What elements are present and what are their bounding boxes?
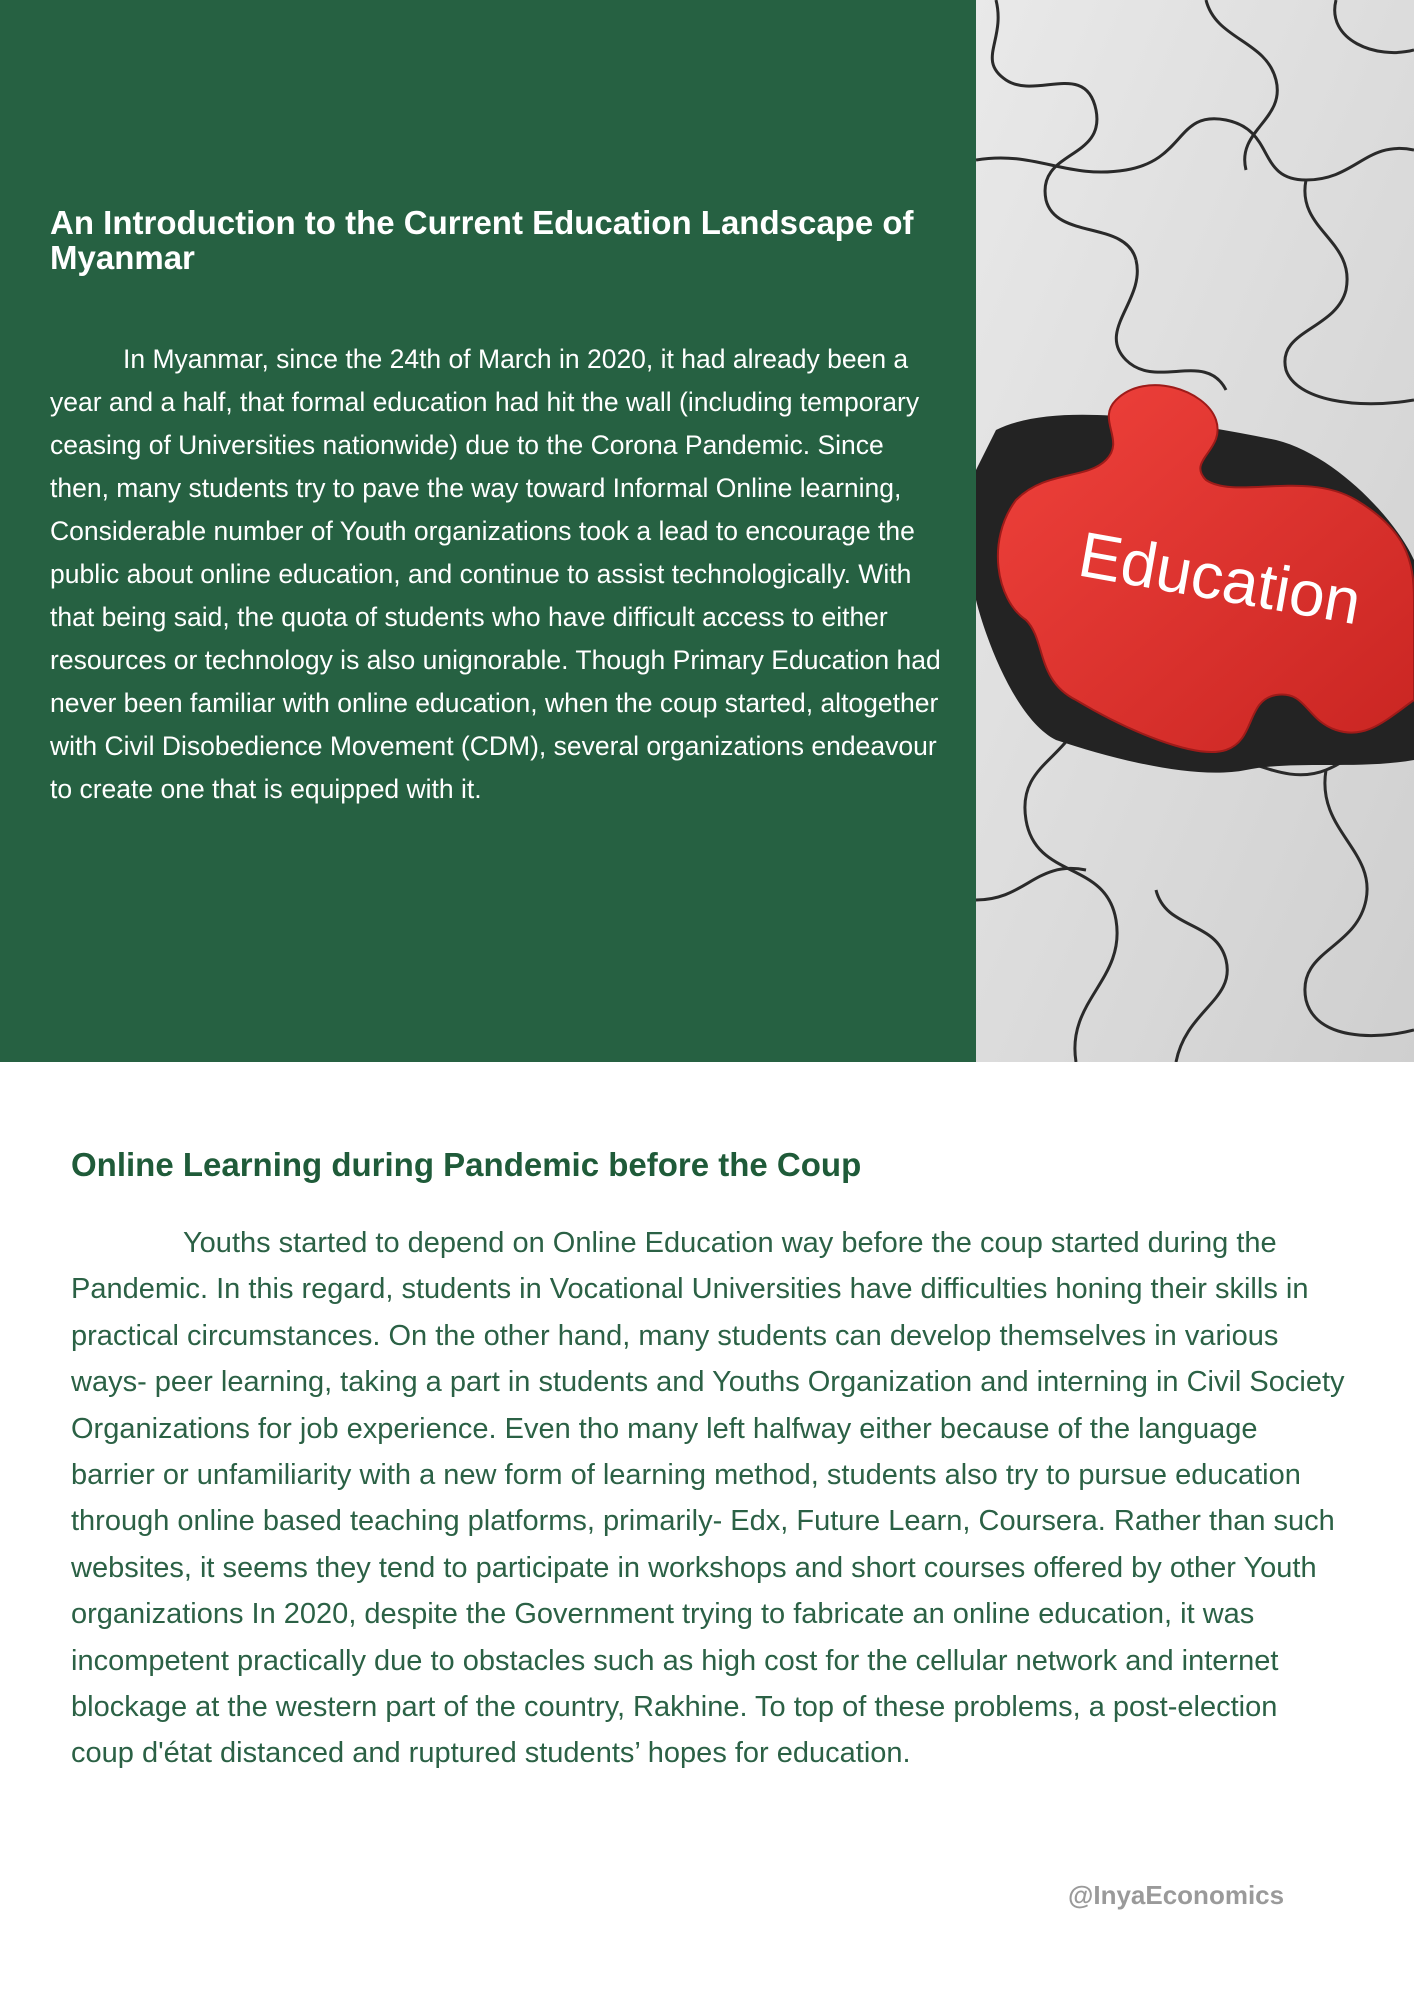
education-puzzle-image [976,0,1414,1062]
intro-paragraph: In Myanmar, since the 24th of March in 2020, it had already been a year and a half, that formal education had hit the wall (including temporary ceasing of Universities nationwide) due to the Corona Pandemic. Since then, many students try to pave the way toward Informal Online learning, Considerable number of Youth organizations took a lead to encourage the public about online education, and continue to assist technologically. With that being said, the quota of students who have difficult access to either resources or technology is also unignorable. Though Primary Education had never been familiar with online education, when the coup started, altogether with Civil Disobedience Movement (CDM), several organizations endeavour to create one that is equipped with it. [50,344,941,804]
section-paragraph: Youths started to depend on Online Education way before the coup started during the Pandemic. In this regard, students in Vocational Universities have difficulties honing their skills in practical circumstances. On the other hand, many students can develop themselves in various ways- peer learning, taking a part in students and Youths Organization and interning in Civil Society Organizations for job experience. Even tho many left halfway either because of the language barrier or unfamiliarity with a new form of learning method, students also try to pursue education through online based teaching platforms, primarily- Edx, Future Learn, Coursera. Rather than such websites, it seems they tend to participate in workshops and short courses offered by other Youth organizations In 2020, despite the Government trying to fabricate an online education, it was incompetent practically due to obstacles such as high cost for the cellular network and internet blockage at the western part of the country, Rakhine. To top of these problems, a post-election coup d'état distanced and ruptured students’ hopes for education. [71,1227,1345,1770]
puzzle-label: Education [1073,517,1367,639]
section-title: Online Learning during Pandemic before the Coup [71,1146,862,1183]
social-handle: @InyaEconomics [1068,1880,1285,1910]
intro-panel [0,0,976,1062]
intro-title: An Introduction to the Current Education Landscape of Myanmar [50,204,914,276]
